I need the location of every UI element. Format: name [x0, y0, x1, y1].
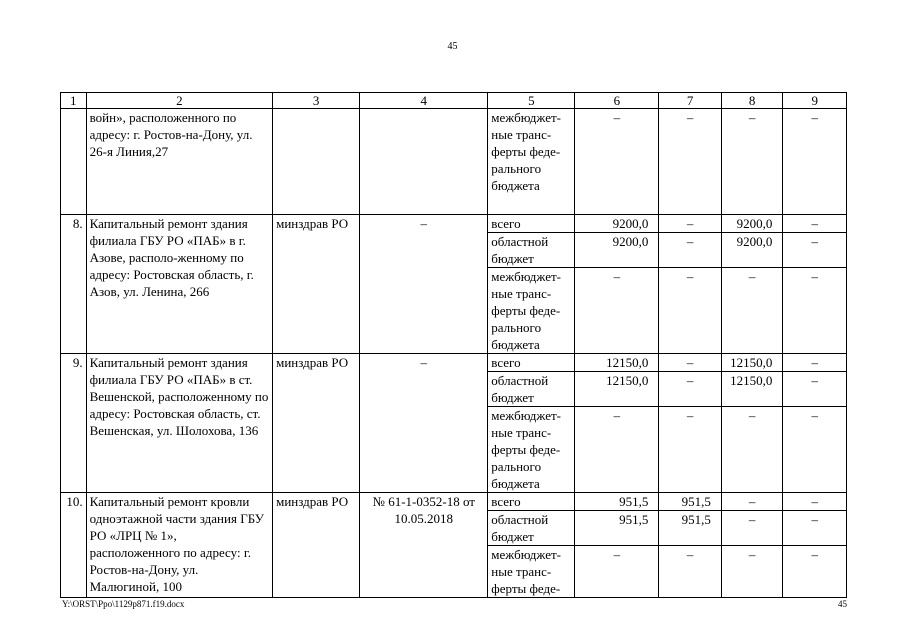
value-cell: – [783, 407, 847, 493]
value-cell: – [783, 511, 847, 546]
budget-table [60, 92, 847, 598]
value-cell: 9200,0 [721, 215, 782, 233]
value-cell: – [575, 546, 659, 598]
header-row [61, 93, 847, 109]
value-cell: – [659, 109, 722, 215]
value-cell: – [659, 268, 722, 354]
value-cell: 951,5 [575, 511, 659, 546]
value-cell: 9200,0 [575, 233, 659, 268]
funding-source: межбюджет-ные транс-ферты феде-рального бюджета [488, 407, 575, 493]
value-cell: – [575, 109, 659, 215]
funding-source: всего [488, 215, 575, 233]
value-cell: 9200,0 [575, 215, 659, 233]
value-cell: – [659, 372, 722, 407]
document: – [360, 215, 488, 354]
value-cell: – [721, 493, 782, 511]
value-cell: – [783, 372, 847, 407]
value-cell: – [783, 268, 847, 354]
object-name: Капитальный ремонт кровли одноэтажной части здания ГБУ РО «ЛРЦ № 1», расположенного по адресу: г. Ростов-на-Дону, ул. Малюгиной, 100 [86, 493, 273, 598]
value-cell: – [659, 215, 722, 233]
document: № 61-1-0352-18 от 10.05.2018 [360, 493, 488, 598]
value-cell: 9200,0 [721, 233, 782, 268]
value-cell: 12150,0 [575, 372, 659, 407]
funding-source: областной бюджет [488, 511, 575, 546]
value-cell: – [575, 268, 659, 354]
header-cell: 1 [61, 93, 87, 109]
funding-source: межбюджет-ные транс-ферты феде- [488, 546, 575, 598]
value-cell: – [783, 233, 847, 268]
row-number: 8. [61, 215, 87, 354]
value-cell: – [721, 407, 782, 493]
object-name: Капитальный ремонт здания филиала ГБУ РО «ПАБ» в ст. Вешенской, расположенному по адресу: Ростовская область, ст. Вешенская, ул. Шолохова, 136 [86, 354, 273, 493]
table-row [61, 493, 847, 511]
funding-source: всего [488, 493, 575, 511]
value-cell: – [659, 354, 722, 372]
executor: минздрав РО [273, 354, 360, 493]
object-name: войн», расположенного по адресу: г. Ростов-на-Дону, ул. 26-я Линия,27 [86, 109, 273, 215]
value-cell: – [721, 511, 782, 546]
footer-page-number: 45 [838, 599, 847, 609]
funding-source: межбюджет-ные транс-ферты феде-рального бюджета [488, 109, 575, 215]
value-cell: – [721, 546, 782, 598]
page-number-top: 45 [447, 41, 458, 52]
funding-source: областной бюджет [488, 233, 575, 268]
value-cell: – [659, 546, 722, 598]
row-number: 9. [61, 354, 87, 493]
object-name: Капитальный ремонт здания филиала ГБУ РО «ПАБ» в г. Азове, располо-женному по адресу: Ростовская область, г. Азов, ул. Ленина, 266 [86, 215, 273, 354]
header-cell: 9 [783, 93, 847, 109]
value-cell: – [721, 268, 782, 354]
header-cell: 7 [659, 93, 722, 109]
footer-file-path: Y:\ORST\Ppo\1129p871.f19.docx [62, 599, 185, 609]
value-cell: 12150,0 [721, 354, 782, 372]
header-cell: 5 [488, 93, 575, 109]
value-cell: 12150,0 [721, 372, 782, 407]
value-cell: 951,5 [659, 511, 722, 546]
header-cell: 4 [360, 93, 488, 109]
document: – [360, 354, 488, 493]
row-number: 10. [61, 493, 87, 598]
executor: минздрав РО [273, 215, 360, 354]
value-cell: – [575, 407, 659, 493]
value-cell: – [659, 233, 722, 268]
value-cell: 12150,0 [575, 354, 659, 372]
value-cell: – [783, 493, 847, 511]
header-cell: 2 [86, 93, 273, 109]
header-cell: 6 [575, 93, 659, 109]
funding-source: областной бюджет [488, 372, 575, 407]
table-row [61, 109, 847, 215]
value-cell: – [659, 407, 722, 493]
value-cell: – [783, 546, 847, 598]
value-cell: – [783, 354, 847, 372]
funding-source: всего [488, 354, 575, 372]
executor: минздрав РО [273, 493, 360, 598]
table-row [61, 215, 847, 233]
header-cell: 8 [721, 93, 782, 109]
value-cell: – [721, 109, 782, 215]
table-row [61, 354, 847, 372]
value-cell: 951,5 [575, 493, 659, 511]
value-cell: 951,5 [659, 493, 722, 511]
value-cell: – [783, 109, 847, 215]
value-cell: – [783, 215, 847, 233]
funding-source: межбюджет-ные транс-ферты феде-рального бюджета [488, 268, 575, 354]
header-cell: 3 [273, 93, 360, 109]
